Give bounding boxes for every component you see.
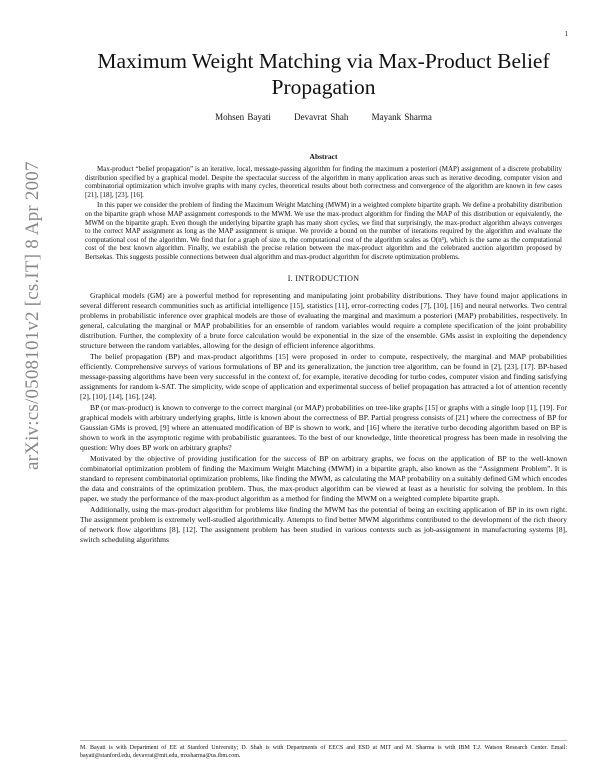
abstract-paragraph: In this paper we consider the problem of finding the Maximum Weight Matching (MWM) in a weighted complete bipartite graph. We define a probability distribution on the bipartite graph whose MAP assignment corresponds to the MWM. We use the max-product algorithm for finding the MAP of this distribution or equivalently, the MWM on the bipartite graph. Even though the underlying bipartite graph has many short cycles, we find that surprisingly, the max-product algorithm always converges to the correct MAP assignment as long as the MAP assignment is unique. We provide a bound on the number of iterations required by the algorithm and evaluate the computational cost of the algorithm. We find that for a graph of size n, the computational cost of the algorithm scales as O(n³), which is the same as the computational cost of the best known algorithm. Finally, we establish the precise relation between the max-product algorithm and the celebrated auction algorithm proposed by Bertsekas. This suggests possible connections between dual algorithm and max-product algorithm for discrete optimization problems. [85, 201, 562, 261]
author-name: Devavrat Shah [294, 112, 349, 122]
author-name: Mohsen Bayati [215, 112, 271, 122]
author-list [80, 112, 567, 122]
abstract [80, 165, 567, 262]
abstract-paragraph: Max-product “belief propagation” is an iterative, local, message-passing algorithm for finding the maximum a posteriori (MAP) assignment of a discrete probability distribution specified by a graphical model. Despite the spectacular success of the algorithm in many application areas such as iterative decoding, computer vision and combinatorial optimization which involve graphs with many cycles, theoretical results about both correctness and convergence of the algorithm are known in few cases [21], [18], [23], [16]. [85, 165, 562, 199]
body-paragraph: Motivated by the objective of providing justification for the success of BP on arbitrary graphs, we focus on the application of BP to the well-known combinatorial optimization problem of finding the Maximum Weight Matching (MWM) in a bipartite graph, also known as the “Assignment Problem”. It is standard to represent combinatorial optimization problems, like finding the MWM, as calculating the MAP probability on a suitably defined GM which encodes the data and constraints of the optimization problem. Thus, the max-product algorithm can be viewed at least as a heuristic for solving the problem. In this paper, we study the performance of the max-product algorithm as a method for finding the MWM on a weighted complete bipartite graph. [80, 453, 567, 503]
arxiv-stamp-text: arXiv:cs/0508101v2 [cs.IT] 8 Apr 2007 [22, 161, 43, 470]
abstract-heading: Abstract [309, 152, 338, 161]
footnote: M. Bayati is with Department of EE at Stanford University; D. Shah is with Departments of EECS and ESD at MIT and M. Sharma is with IBM T.J. Watson Research Center. Email: bayati@stanford.edu, devavrat@mit.edu, mxsharma@us.ibm.com. [80, 740, 567, 760]
paper-content [80, 40, 567, 546]
body-paragraph: Additionally, using the max-product algorithm for problems like finding the MWM has the potential of being an exciting application of BP in its own right. The assignment problem is extremely well-studied algorithmically. Attempts to find better MWM algorithms contributed to the development of the rich theory of network flow algorithms [8], [12]. The assignment problem has been studied in various contexts such as job-assignment in manufacturing systems [8], switch scheduling algorithms [80, 504, 567, 544]
author-name: Mayank Sharma [371, 112, 432, 122]
body-paragraph: Graphical models (GM) are a powerful method for representing and manipulating joint probability distributions. They have found major applications in several different research communities such as artificial intelligence [15], statistics [11], error-correcting codes [7], [10], [16] and neural networks. Two central problems in probabilistic inference over graphical models are those of evaluating the marginal and maximum a posteriori (MAP) probabilities, respectively. In general, calculating the marginal or MAP probabilities for an ensemble of random variables would require a complete specification of the joint probability distribution. Further, the complexity of a brute force calculation would be exponential in the size of the ensemble. GMs assist in exploiting the dependency structure between the random variables, allowing for the design of efficient inference algorithms. [80, 290, 567, 350]
body-paragraph: BP (or max-product) is known to converge to the correct marginal (or MAP) probabilities on tree-like graphs [15] or graphs with a single loop [1], [19]. For graphical models with arbitrary underlying graphs, little is known about the correctness of BP. Partial progress consists of [21] where the correctness of BP for Gaussian GMs is proved, [9] where an attenuated modification of BP is shown to work, and [16] where the iterative turbo decoding algorithm based on BP is shown to work in the asymptotic regime with probabilistic guarantees. To the best of our knowledge, little theoretical progress has been made in resolving the question: Why does BP work on arbitrary graphs? [80, 402, 567, 452]
page-number: 1 [564, 30, 568, 38]
paper-title: Maximum Weight Matching via Max-Product Belief Propagation [97, 49, 550, 99]
introduction-body [80, 291, 567, 545]
section-heading: I. INTRODUCTION [287, 273, 360, 283]
body-paragraph: The belief propagation (BP) and max-product algorithms [15] were proposed in order to compute, respectively, the marginal and MAP probabilities efficiently. Comprehensive surveys of various formulations of BP and its generalization, the junction tree algorithm, can be found in [2], [23], [17]. BP-based message-passing algorithms have been very successful in the context of, for example, iterative decoding for turbo codes, computer vision and finding satisfying assignments for random k-SAT. The simplicity, wide scope of application and experimental success of belief propagation has attracted a lot of attention recently [2], [10], [14], [16], [24]. [80, 351, 567, 401]
